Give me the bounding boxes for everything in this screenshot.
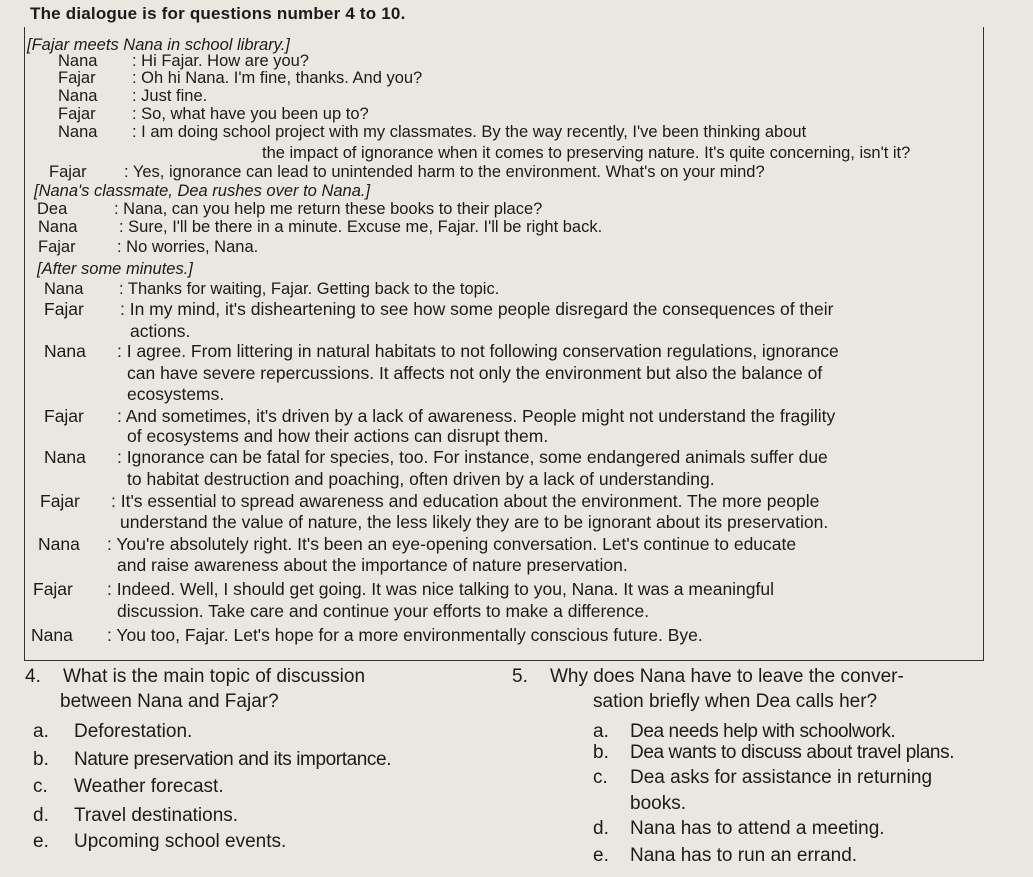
speaker-name: Fajar: [58, 69, 96, 87]
speaker-name: Fajar: [44, 299, 84, 319]
question-text: Why does Nana have to leave the conver-: [550, 666, 904, 687]
dialogue-line: : Thanks for waiting, Fajar. Getting back to the topic.: [119, 280, 500, 298]
question-text: What is the main topic of discussion: [63, 666, 366, 687]
speaker-name: Nana: [58, 123, 98, 141]
option-text: Weather forecast.: [74, 776, 224, 797]
dialogue-line: : Yes, ignorance can lead to unintended harm to the environment. What's on your mind?: [124, 163, 765, 181]
option-text: Nature preservation and its importance.: [74, 749, 392, 770]
dialogue-line: : It's essential to spread awareness and education about the environment. The more people: [111, 491, 820, 511]
dialogue-line: the impact of ignorance when it comes to preserving nature. It's quite concerning, isn't it?: [262, 144, 911, 162]
speaker-name: Nana: [38, 218, 78, 236]
dialogue-line: : In my mind, it's disheartening to see how some people disregard the consequences of their: [120, 299, 834, 319]
option-letter: e.: [33, 831, 49, 852]
dialogue-line: : Hi Fajar. How are you?: [132, 52, 309, 70]
dialogue-line: : So, what have you been up to?: [132, 105, 369, 123]
option-letter: b.: [593, 742, 609, 763]
option-letter: e.: [593, 845, 609, 866]
speaker-name: Nana: [38, 534, 80, 554]
speaker-name: Nana: [44, 280, 84, 298]
option-letter: d.: [33, 805, 49, 826]
dialogue-line: : Oh hi Nana. I'm fine, thanks. And you?: [132, 69, 423, 87]
option-text: books.: [630, 793, 686, 814]
dialogue-line: to habitat destruction and poaching, often driven by a lack of understanding.: [127, 469, 715, 489]
speaker-name: Nana: [44, 447, 86, 467]
option-letter: a.: [593, 721, 609, 742]
dialogue-line: : Ignorance can be fatal for species, too. For instance, some endangered animals suffer due: [117, 447, 828, 467]
option-text: Nana has to attend a meeting.: [630, 818, 885, 839]
dialogue-line: actions.: [130, 321, 191, 341]
option-text: Nana has to run an errand.: [630, 845, 858, 866]
dialogue-line: : Sure, I'll be there in a minute. Excuse me, Fajar. I'll be right back.: [119, 218, 603, 236]
dialogue-line: : Nana, can you help me return these books to their place?: [114, 200, 543, 218]
speaker-name: Fajar: [49, 163, 87, 181]
dialogue-line: : Indeed. Well, I should get going. It was nice talking to you, Nana. It was a meaningful: [107, 579, 775, 599]
dialogue-line: : I agree. From littering in natural habitats to not following conservation regulations, ignorance: [117, 341, 839, 361]
question-text: sation briefly when Dea calls her?: [593, 691, 878, 712]
speaker-name: Fajar: [33, 579, 73, 599]
dialogue-line: : I am doing school project with my classmates. By the way recently, I've been thinking about: [132, 123, 807, 141]
option-letter: c.: [33, 776, 48, 797]
question-text: between Nana and Fajar?: [60, 691, 279, 712]
dialogue-line: : And sometimes, it's driven by a lack of awareness. People might not understand the fragility: [117, 406, 836, 426]
speaker-name: Nana: [31, 625, 73, 645]
option-text: Upcoming school events.: [74, 831, 287, 852]
stage-direction: [Fajar meets Nana in school library.]: [27, 36, 290, 54]
dialogue-line: and raise awareness about the importance of nature preservation.: [117, 555, 628, 575]
speaker-name: Dea: [37, 200, 68, 218]
dialogue-line: : No worries, Nana.: [117, 238, 259, 256]
speaker-name: Nana: [58, 52, 98, 70]
stage-direction: [Nana's classmate, Dea rushes over to Nana.]: [34, 182, 371, 200]
option-letter: b.: [33, 749, 49, 770]
dialogue-line: can have severe repercussions. It affects not only the environment but also the balance of: [127, 363, 823, 383]
question-number: 4.: [25, 666, 41, 687]
dialogue-line: discussion. Take care and continue your efforts to make a difference.: [117, 601, 650, 621]
section-header: The dialogue is for questions number 4 to 10.: [30, 4, 406, 23]
speaker-name: Fajar: [58, 105, 96, 123]
dialogue-line: of ecosystems and how their actions can disrupt them.: [127, 426, 549, 446]
option-text: Dea needs help with schoolwork.: [630, 721, 896, 742]
option-text: Travel destinations.: [74, 805, 239, 826]
speaker-name: Fajar: [38, 238, 76, 256]
speaker-name: Fajar: [44, 406, 84, 426]
dialogue-line: : You're absolutely right. It's been an eye-opening conversation. Let's continue to educate: [107, 534, 797, 554]
dialogue-line: ecosystems.: [127, 384, 225, 404]
option-text: Dea asks for assistance in returning: [630, 767, 933, 788]
stage-direction: [After some minutes.]: [37, 260, 193, 278]
option-letter: c.: [593, 767, 608, 788]
speaker-name: Fajar: [40, 491, 80, 511]
dialogue-line: understand the value of nature, the less likely they are to be ignorant about its preservation.: [120, 512, 829, 532]
option-letter: d.: [593, 818, 609, 839]
speaker-name: Nana: [44, 341, 86, 361]
speaker-name: Nana: [58, 87, 98, 105]
dialogue-line: : You too, Fajar. Let's hope for a more environmentally conscious future. Bye.: [107, 625, 703, 645]
question-number: 5.: [512, 666, 528, 687]
option-text: Deforestation.: [74, 721, 193, 742]
option-letter: a.: [33, 721, 49, 742]
option-text: Dea wants to discuss about travel plans.: [630, 742, 955, 763]
dialogue-line: : Just fine.: [132, 87, 208, 105]
